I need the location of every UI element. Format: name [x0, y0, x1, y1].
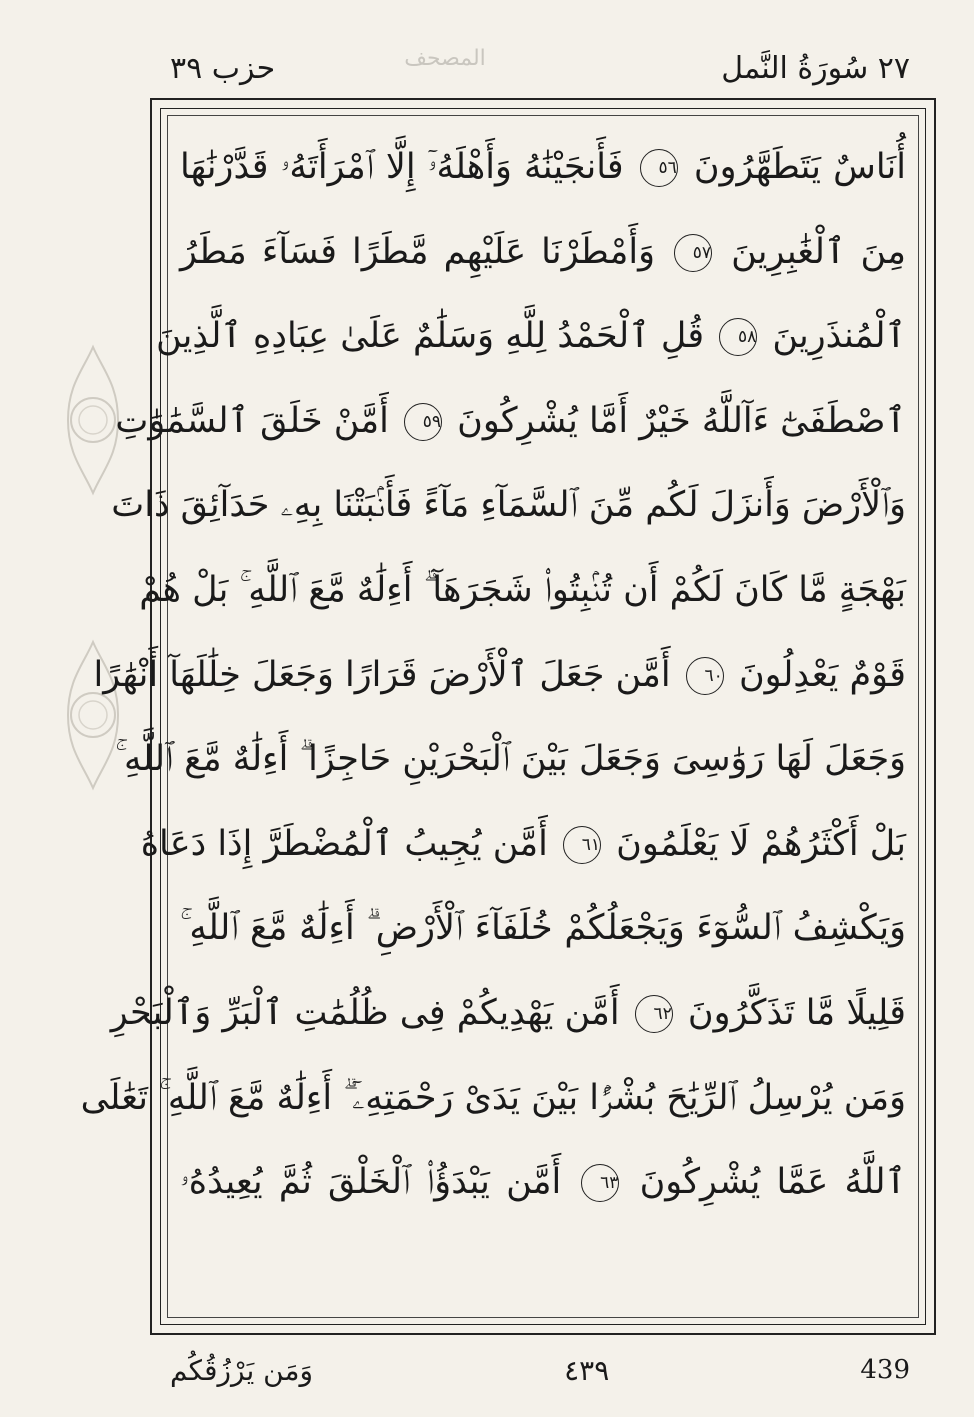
text-line: بَلْ أَكْثَرُهُمْ لَا يَعْلَمُونَ ٦١ أَمَّن يُجِيبُ ٱلْمُضْطَرَّ إِذَا دَعَاهُ — [140, 823, 906, 864]
text-line: بَهْجَةٍ مَّا كَانَ لَكُمْ أَن تُنۢبِتُوا۟ شَجَرَهَآ ۗ أَءِلَٰهٌ مَّعَ ٱللَّهِ ۚ بَلْ هُمْ — [139, 569, 906, 610]
ayah-marker: ٥٩ — [404, 403, 442, 441]
ayah-marker: ٥٨ — [719, 318, 757, 356]
text-line: ٱصْطَفَىٰٓ ءَآللَّهُ خَيْرٌ أَمَّا يُشْرِكُونَ ٥٩ أَمَّنْ خَلَقَ ٱلسَّمَٰوَٰتِ — [115, 400, 906, 441]
page-number-arabic: ٤٣٩ — [564, 1353, 610, 1387]
ayah-marker: ٦٠ — [686, 657, 724, 695]
hizb-label: حزب ٣٩ — [170, 50, 276, 86]
surah-title: ٢٧ سُورَةُ النَّمل — [721, 50, 910, 86]
text-line: قَوْمٌ يَعْدِلُونَ ٦٠ أَمَّن جَعَلَ ٱلْأَرْضَ قَرَارًا وَجَعَلَ خِلَٰلَهَآ أَنْهَٰرًا — [93, 654, 906, 695]
quran-text-block — [80, 125, 906, 1310]
ayah-marker: ٦٢ — [635, 995, 673, 1033]
text-line: مِنَ ٱلْغَٰبِرِينَ ٥٧ وَأَمْطَرْنَا عَلَيْهِم مَّطَرًا فَسَآءَ مَطَرُ — [180, 231, 906, 272]
text-line: وَجَعَلَ لَهَا رَوَٰسِىَ وَجَعَلَ بَيْنَ ٱلْبَحْرَيْنِ حَاجِزًا ۗ أَءِلَٰهٌ مَّعَ ٱللَّهِ ۚ — [115, 739, 906, 780]
text-line: ٱللَّهُ عَمَّا يُشْرِكُونَ ٦٣ أَمَّن يَبْدَؤُا۟ ٱلْخَلْقَ ثُمَّ يُعِيدُهُۥ — [180, 1162, 906, 1203]
text-line: أُنَاسٌ يَتَطَهَّرُونَ ٥٦ فَأَنجَيْنَٰهُ وَأَهْلَهُۥٓ إِلَّا ٱمْرَأَتَهُۥ قَدَّرْنَٰهَا — [180, 147, 906, 187]
text-line: وَٱلْأَرْضَ وَأَنزَلَ لَكُم مِّنَ ٱلسَّمَآءِ مَآءً فَأَنۢبَتْنَا بِهِۦ حَدَآئِقَ ذَاتَ — [111, 485, 906, 526]
text-line: وَيَكْشِفُ ٱلسُّوٓءَ وَيَجْعَلُكُمْ خُلَفَآءَ ٱلْأَرْضِ ۗ أَءِلَٰهٌ مَّعَ ٱللَّهِ ۚ — [180, 908, 906, 949]
ayah-marker: ٥٦ — [640, 149, 678, 187]
page-number-latin: 439 — [860, 1355, 910, 1385]
text-line: ٱلْمُنذَرِينَ ٥٨ قُلِ ٱلْحَمْدُ لِلَّهِ وَسَلَٰمٌ عَلَىٰ عِبَادِهِ ٱلَّذِينَ — [155, 316, 906, 357]
header-watermark: المصحف — [404, 46, 486, 71]
ayah-marker: ٥٧ — [674, 234, 712, 272]
text-line: وَمَن يُرْسِلُ ٱلرِّيَٰحَ بُشْرًۢا بَيْنَ يَدَىْ رَحْمَتِهِۦٓ ۗ أَءِلَٰهٌ مَّعَ ٱللَّهِ ۚ تَعَٰلَى — [80, 1077, 906, 1118]
page-footer — [170, 1340, 910, 1400]
ayah-marker: ٦١ — [563, 826, 601, 864]
catchword: وَمَن يَرْزُقُكُم — [170, 1353, 313, 1387]
text-line: قَلِيلًا مَّا تَذَكَّرُونَ ٦٢ أَمَّن يَهْدِيكُمْ فِى ظُلُمَٰتِ ٱلْبَرِّ وَٱلْبَحْرِ — [110, 992, 906, 1033]
ayah-marker: ٦٣ — [581, 1164, 619, 1202]
